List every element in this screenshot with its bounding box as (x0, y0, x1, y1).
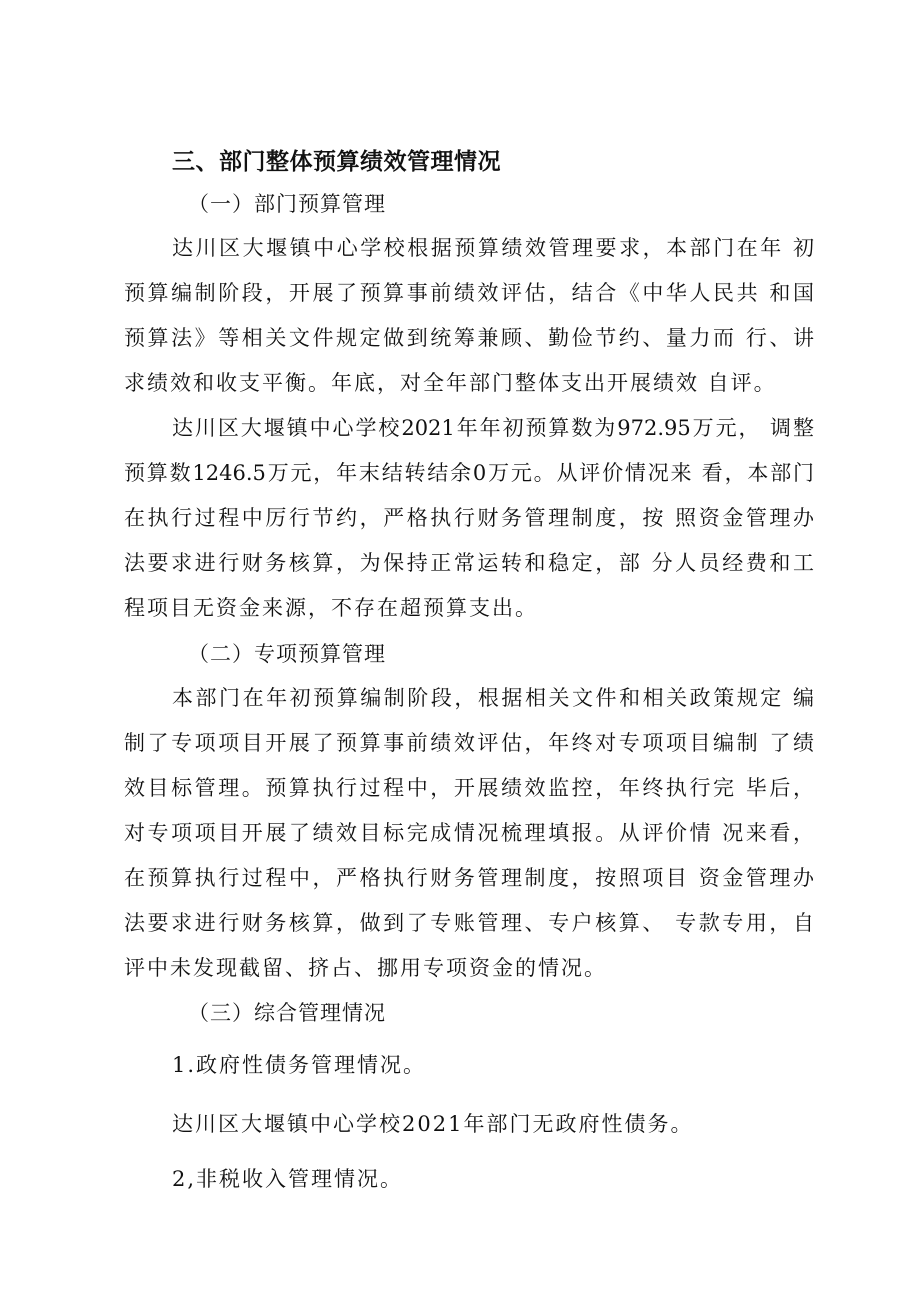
paragraph-line: 本部门在年初预算编制阶段，根据相关文件和相关政策规定 编 (172, 686, 814, 710)
item-text-debt: 达川区大堰镇中心学校2021年部门无政府性债务。 (172, 1112, 694, 1136)
paragraph-line: 在执行过程中厉行节约，严格执行财务管理制度，按 照资金管理办 (124, 506, 814, 530)
paragraph-line: 制了专项项目开展了预算事前绩效评估，年终对专项项目编制 了绩 (124, 731, 814, 755)
item-title-debt: 1.政府性债务管理情况。 (172, 1053, 427, 1077)
item-title-nontax: 2,非税收入管理情况。 (172, 1167, 404, 1191)
paragraph-line: 对专项项目开展了绩效目标完成情况梳理填报。从评价情 况来看， (124, 821, 814, 845)
paragraph-line: 预算编制阶段，开展了预算事前绩效评估，结合《中华人民共 和国 (124, 281, 814, 305)
section-heading: 三、部门整体预算绩效管理情况 (172, 149, 501, 175)
paragraph-line: 评中未发现截留、挤占、挪用专项资金的情况。 (124, 956, 607, 980)
subsection-title-special: （二）专项预算管理 (188, 642, 386, 666)
subsection-title-budget: （一）部门预算管理 (188, 192, 386, 216)
paragraph-line: 在预算执行过程中，严格执行财务管理制度，按照项目 资金管理办 (124, 866, 814, 890)
paragraph-line: 预算数1246.5万元，年末结转结余0万元。从评价情况来 看，本部门 (124, 461, 814, 485)
paragraph-budget-figures (124, 406, 814, 631)
paragraph-budget-management (124, 226, 814, 406)
paragraph-line: 求绩效和收支平衡。年底，对全年部门整体支出开展绩效 自评。 (124, 371, 777, 395)
paragraph-line: 法要求进行财务核算，做到了专账管理、专户核算、 专款专用，自 (124, 911, 814, 935)
paragraph-line: 达川区大堰镇中心学校根据预算绩效管理要求，本部门在年 初 (172, 236, 814, 260)
paragraph-line: 效目标管理。预算执行过程中，开展绩效监控，年终执行完 毕后， (124, 776, 814, 800)
paragraph-special-budget (124, 676, 814, 991)
paragraph-line: 程项目无资金来源，不存在超预算支出。 (124, 596, 538, 620)
paragraph-line: 达川区大堰镇中心学校2021年年初预算数为972.95万元， 调整 (172, 416, 814, 440)
paragraph-line: 预算法》等相关文件规定做到统筹兼顾、勤俭节约、量力而 行、讲 (124, 326, 814, 350)
paragraph-line: 法要求进行财务核算，为保持正常运转和稳定，部 分人员经费和工 (124, 551, 814, 575)
subsection-title-comprehensive: （三）综合管理情况 (188, 1001, 386, 1025)
